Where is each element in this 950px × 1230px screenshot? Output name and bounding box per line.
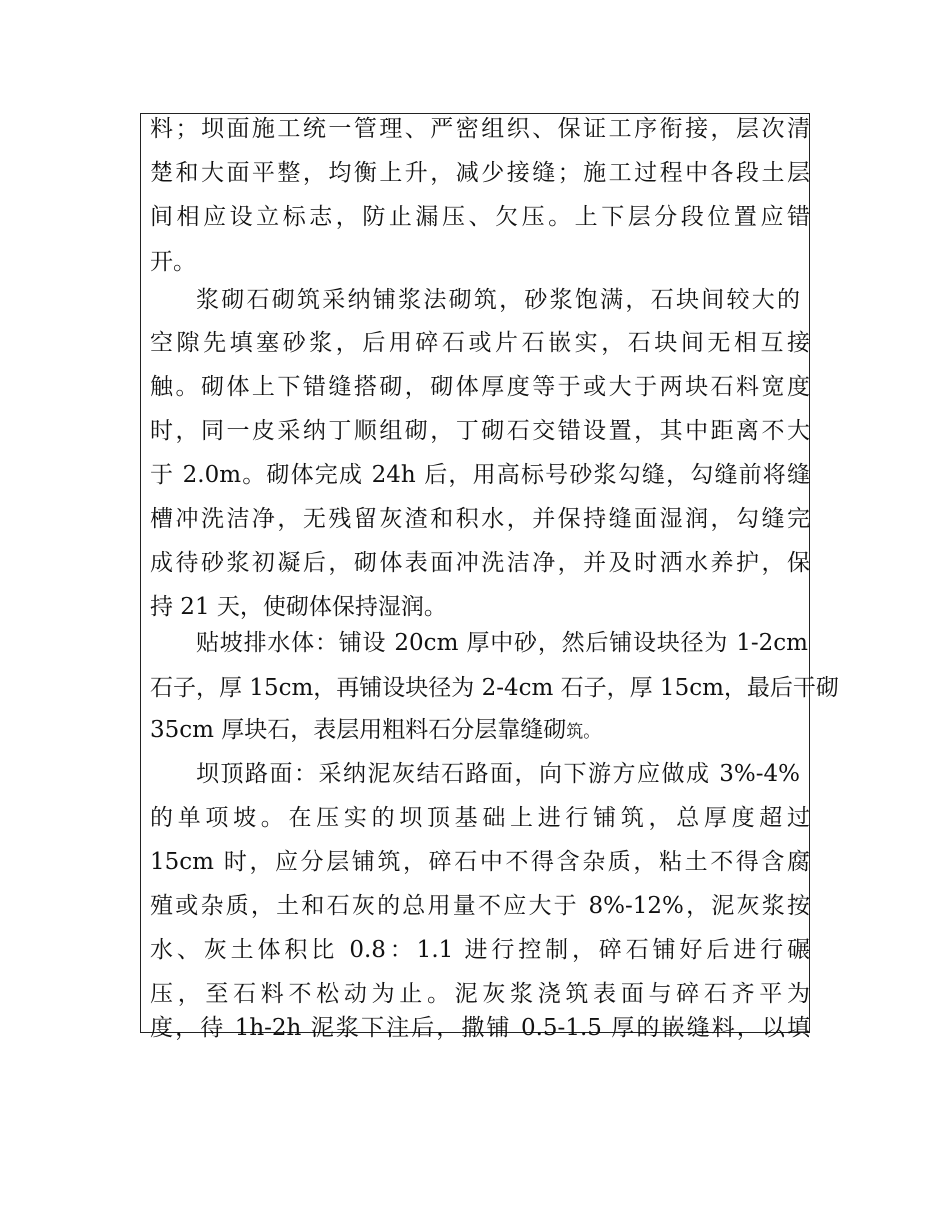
text-line: 石子，厚 15cm，再铺设块径为 2-4cm 石子，厚 15cm，最后干砌 <box>150 675 839 701</box>
text-line: 开。 <box>150 249 196 275</box>
text-line: 水、灰土体积比 0.8：1.1 进行控制，碎石铺好后进行碾 <box>150 937 810 963</box>
paragraph-first-line: 贴坡排水体：铺设 20cm 厚中砂，然后铺设块径为 1-2cm <box>196 630 808 656</box>
paragraph-first-line: 坝顶路面：采纳泥灰结石路面，向下游方应做成 3%-4% <box>196 761 800 787</box>
text-line: 的单项坡。在压实的坝顶基础上进行铺筑，总厚度超过 <box>150 805 810 831</box>
text-line: 间相应设立标志，防止漏压、欠压。上下层分段位置应错 <box>150 204 810 230</box>
paragraph-first-line: 浆砌石砌筑采纳铺浆法砌筑，砂浆饱满，石块间较大的 <box>196 287 800 313</box>
text-line: 度，待 1h-2h 泥浆下注后，撒铺 0.5-1.5 厚的嵌缝料，以填 <box>150 1015 810 1041</box>
text-line: 槽冲洗洁净，无残留灰渣和积水，并保持缝面湿润，勾缝完 <box>150 506 810 532</box>
text-line: 于 2.0m。砌体完成 24h 后，用高标号砂浆勾缝，勾缝前将缝 <box>150 462 810 488</box>
text-line: 楚和大面平整，均衡上升，减少接缝；施工过程中各段土层 <box>150 160 810 186</box>
text-line: 空隙先填塞砂浆，后用碎石或片石嵌实，石块间无相互接 <box>150 330 810 356</box>
text-line <box>150 714 810 746</box>
text-line: 触。砌体上下错缝搭砌，砌体厚度等于或大于两块石料宽度 <box>150 374 810 400</box>
text-line-main: 35cm 厚块石，表层用粗料石分层靠缝砌 <box>150 717 567 743</box>
text-line: 15cm 时，应分层铺筑，碎石中不得含杂质，粘土不得含腐 <box>150 849 810 875</box>
text-line: 料；坝面施工统一管理、严密组织、保证工序衔接，层次清 <box>150 116 810 142</box>
text-line: 持 21 天，使砌体保持湿润。 <box>150 594 447 620</box>
text-line: 压，至石料不松动为止。泥灰浆浇筑表面与碎石齐平为 <box>150 981 810 1007</box>
text-line: 殖或杂质，土和石灰的总用量不应大于 8%-12%，泥灰浆按 <box>150 893 810 919</box>
text-line: 时，同一皮采纳丁顺组砌，丁砌石交错设置，其中距离不大 <box>150 418 810 444</box>
text-line: 成待砂浆初凝后，砌体表面冲洗洁净，并及时洒水养护，保 <box>150 550 810 576</box>
text-line-small-suffix: 筑。 <box>566 722 601 742</box>
